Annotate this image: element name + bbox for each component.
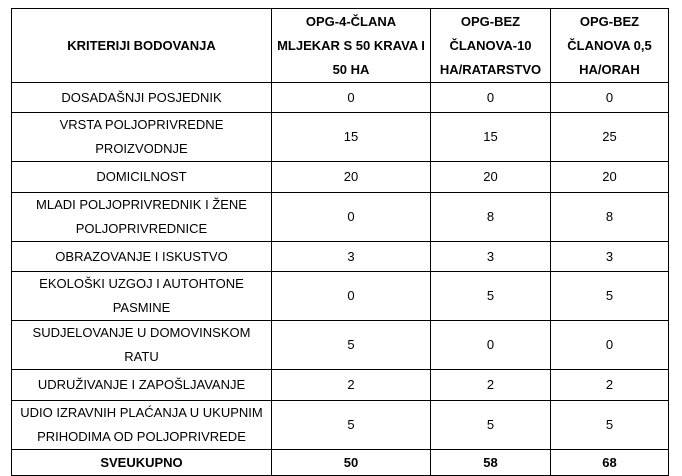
table-row bbox=[12, 83, 669, 113]
score-cell: 0 bbox=[272, 83, 431, 113]
score-cell: 20 bbox=[551, 162, 669, 193]
criterion-label: VRSTA POLJOPRIVREDNE PROIZVODNJE bbox=[12, 113, 272, 162]
score-cell: 3 bbox=[431, 242, 551, 272]
header-opg-walnut: OPG-BEZ ČLANOVA 0,5 HA/ORAH bbox=[551, 9, 669, 83]
table-row bbox=[12, 272, 669, 321]
score-cell: 0 bbox=[272, 193, 431, 242]
score-cell: 5 bbox=[431, 272, 551, 321]
score-cell: 5 bbox=[272, 321, 431, 370]
table-row bbox=[12, 193, 669, 242]
score-cell: 5 bbox=[551, 401, 669, 450]
total-score-cell: 68 bbox=[551, 450, 669, 476]
score-cell: 20 bbox=[272, 162, 431, 193]
table-row bbox=[12, 401, 669, 450]
table-row bbox=[12, 370, 669, 401]
score-cell: 3 bbox=[551, 242, 669, 272]
table-row bbox=[12, 242, 669, 272]
criterion-label: UDRUŽIVANJE I ZAPOŠLJAVANJE bbox=[12, 370, 272, 401]
score-cell: 25 bbox=[551, 113, 669, 162]
table-row bbox=[12, 321, 669, 370]
score-cell: 5 bbox=[551, 272, 669, 321]
score-cell: 0 bbox=[431, 321, 551, 370]
score-cell: 5 bbox=[431, 401, 551, 450]
score-cell: 5 bbox=[272, 401, 431, 450]
scoring-table bbox=[11, 8, 669, 476]
criterion-label: DOSADAŠNJI POSJEDNIK bbox=[12, 83, 272, 113]
score-cell: 20 bbox=[431, 162, 551, 193]
score-cell: 15 bbox=[272, 113, 431, 162]
score-cell: 0 bbox=[431, 83, 551, 113]
header-criteria: KRITERIJI BODOVANJA bbox=[12, 9, 272, 83]
score-cell: 2 bbox=[431, 370, 551, 401]
score-cell: 8 bbox=[431, 193, 551, 242]
criterion-label: OBRAZOVANJE I ISKUSTVO bbox=[12, 242, 272, 272]
criterion-label: EKOLOŠKI UZGOJ I AUTOHTONE PASMINE bbox=[12, 272, 272, 321]
header-row bbox=[12, 9, 669, 83]
score-cell: 3 bbox=[272, 242, 431, 272]
score-cell: 15 bbox=[431, 113, 551, 162]
criterion-label: DOMICILNOST bbox=[12, 162, 272, 193]
total-row bbox=[12, 450, 669, 476]
total-score-cell: 50 bbox=[272, 450, 431, 476]
score-cell: 2 bbox=[272, 370, 431, 401]
score-cell: 0 bbox=[551, 321, 669, 370]
score-cell: 2 bbox=[551, 370, 669, 401]
score-cell: 0 bbox=[272, 272, 431, 321]
criterion-label: MLADI POLJOPRIVREDNIK I ŽENE POLJOPRIVREDNICE bbox=[12, 193, 272, 242]
table-row bbox=[12, 113, 669, 162]
header-opg-dairy: OPG-4-ČLANA MLJEKAR S 50 KRAVA I 50 HA bbox=[272, 9, 431, 83]
total-score-cell: 58 bbox=[431, 450, 551, 476]
criterion-label: UDIO IZRAVNIH PLAĆANJA U UKUPNIM PRIHODIMA OD POLJOPRIVREDE bbox=[12, 401, 272, 450]
score-cell: 8 bbox=[551, 193, 669, 242]
header-opg-crops: OPG-BEZ ČLANOVA-10 HA/RATARSTVO bbox=[431, 9, 551, 83]
total-label: SVEUKUPNO bbox=[12, 450, 272, 476]
score-cell: 0 bbox=[551, 83, 669, 113]
criterion-label: SUDJELOVANJE U DOMOVINSKOM RATU bbox=[12, 321, 272, 370]
table-row bbox=[12, 162, 669, 193]
